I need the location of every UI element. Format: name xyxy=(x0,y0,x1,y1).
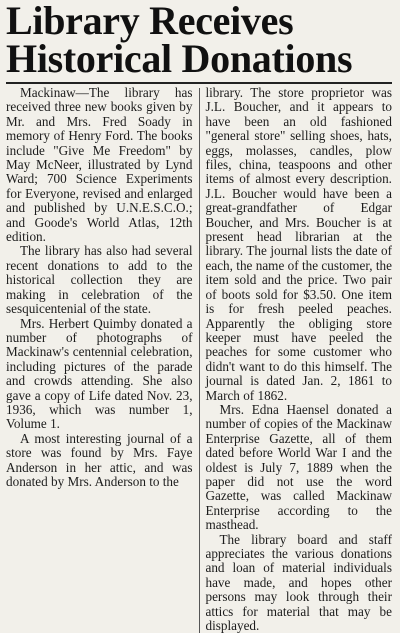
article-body xyxy=(6,86,392,633)
column-divider xyxy=(199,88,200,633)
column-left xyxy=(6,86,193,633)
paragraph-haensel: Mrs. Edna Haensel donated a number of copies of the Mackinaw Enterprise Gazette, all of them dated before World War I and the oldest is July 7, 1889 when the paper did not use the word Gazette, was called Mackinaw Enterprise according to the masthead. xyxy=(205,401,392,533)
headline-rule xyxy=(6,82,392,84)
paragraph-journal: A most interesting journal of a store was found by Mrs. Faye Anderson in her attic, and was donated by Mrs. Anderson to the xyxy=(6,430,193,489)
paragraph-donations: The library has also had several recent donations to add to the historical collection they are making in celebration of the sesquicentenial of the state. xyxy=(6,243,193,317)
paragraph-appreciation: The library board and staff appreciates the various donations and loan of material individuals have made, and hopes other persons may look through their attics for material that may be displayed. xyxy=(205,531,392,633)
paragraph-books: Mackinaw—The library has received three new books given by Mr. and Mrs. Fred Soady in memory of Henry Ford. The books include "Give Me Freedom" by May McNeer, illustrated by Lynd Ward; 700 Science Experiments for Everyone, revised and enlarged and published by U.N.E.S.C.O.; and Goode's World Atlas, 12th edition. xyxy=(6,86,193,245)
headline xyxy=(6,0,392,81)
paragraph-store: library. The store proprietor was J.L. Boucher, and it appears to have been an old fashioned "general store" selling shoes, hats, eggs, molasses, candles, plow files, china, teaspoons and other items of almost every description. J.L. Boucher would have been a great-grandfather of Edgar Boucher, and Mrs. Boucher is at present head librarian at the library. The journal lists the date of each, the name of the customer, the item sold and the price. Two pair of boots sold for $3.50. One item is for fresh peeled peaches. Apparently the obliging store keeper must have peeled the peaches for some customer who didn't want to do this himself. The journal is dated Jan. 2, 1861 to March of 1862. xyxy=(205,86,392,403)
column-right xyxy=(205,86,392,633)
paragraph-quimby: Mrs. Herbert Quimby donated a number of photographs of Mackinaw's centennial celebration, including pictures of the parade and crowds attending. She also gave a copy of Life dated Nov. 23, 1936, which was number 1, Volume 1. xyxy=(6,315,193,432)
headline-line-1: Library Receives xyxy=(6,0,294,43)
headline-line-2: Historical Donations xyxy=(6,36,353,81)
